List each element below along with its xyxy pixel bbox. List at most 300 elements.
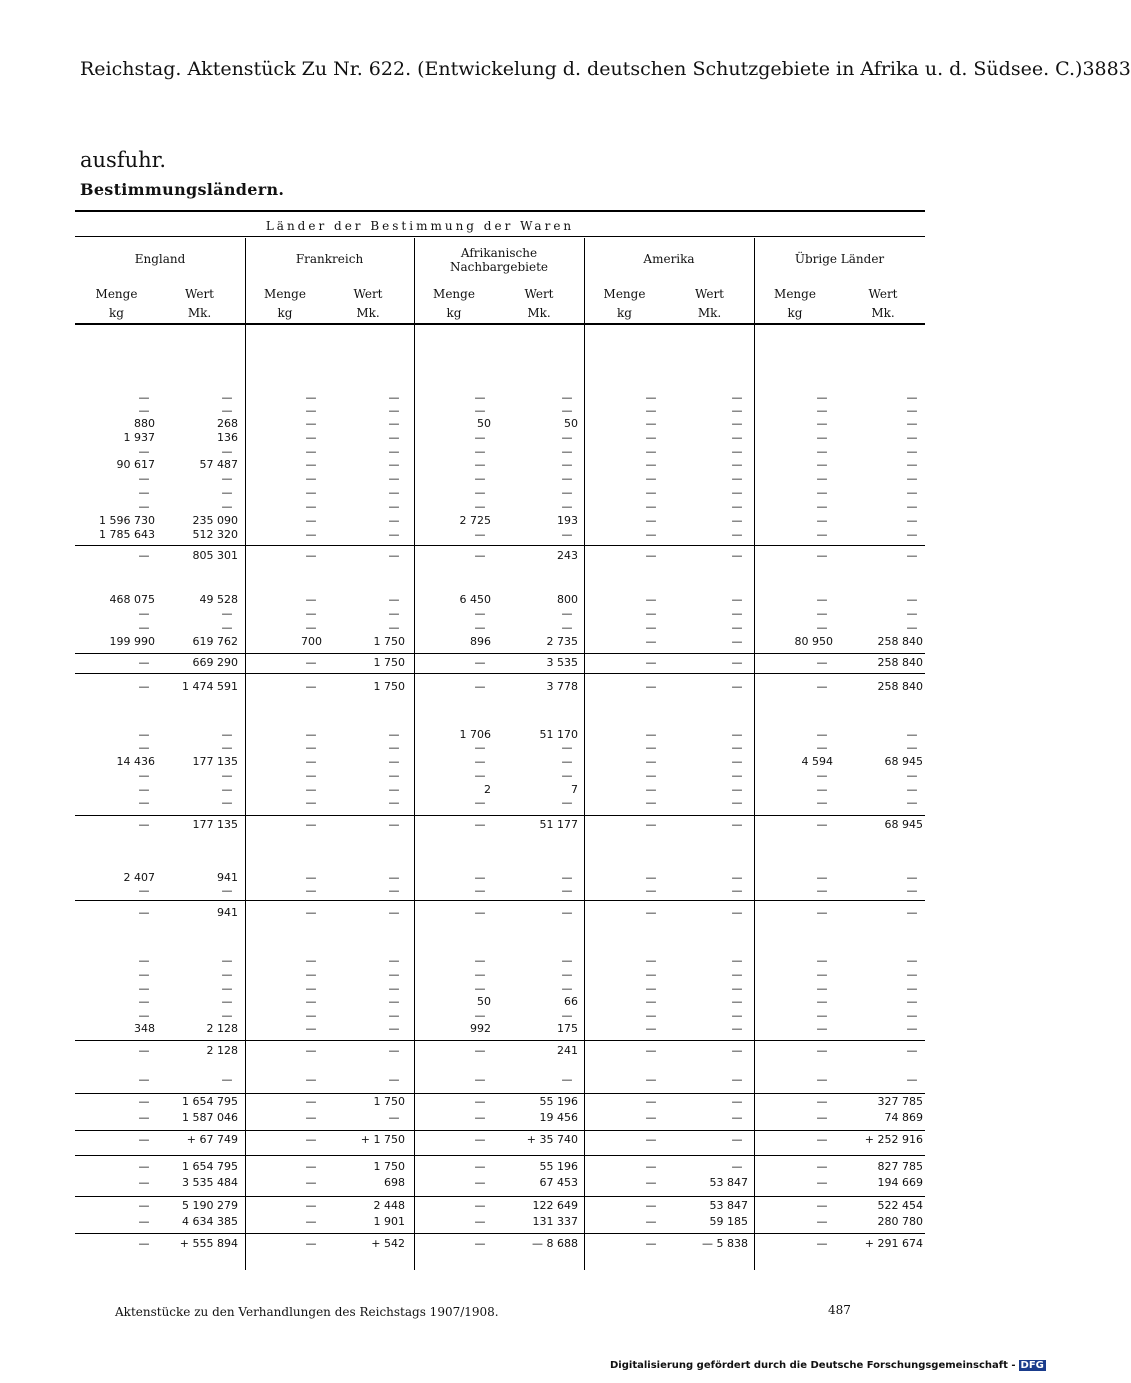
table-cell: — bbox=[816, 954, 828, 967]
table-cell: 55 196 bbox=[539, 1095, 578, 1108]
table-cell: — bbox=[816, 1073, 828, 1086]
table-cell: — bbox=[305, 486, 317, 499]
table-cell: — bbox=[731, 431, 743, 444]
table-cell: 3 535 bbox=[546, 656, 578, 669]
table-cell: — bbox=[221, 884, 233, 897]
footer-page-number: 487 bbox=[828, 1303, 851, 1317]
table-cell: — bbox=[906, 906, 918, 919]
section-rule bbox=[75, 1093, 925, 1094]
table-cell: — bbox=[731, 528, 743, 541]
table-cell: 941 bbox=[217, 906, 238, 919]
group-header: Frankreich bbox=[295, 252, 364, 266]
section-rule bbox=[75, 815, 925, 816]
table-cell: — bbox=[474, 1199, 486, 1212]
unit-label: Mk. bbox=[871, 306, 895, 320]
table-cell: — bbox=[138, 1044, 150, 1057]
table-cell: — bbox=[645, 796, 657, 809]
table-cell: 2 725 bbox=[459, 514, 491, 527]
table-cell: — bbox=[731, 728, 743, 741]
table-cell: — bbox=[816, 500, 828, 513]
table-cell: 53 847 bbox=[709, 1199, 748, 1212]
table-cell: — bbox=[906, 884, 918, 897]
table-cell: — bbox=[138, 769, 150, 782]
table-cell: — bbox=[305, 458, 317, 471]
table-cell: — bbox=[561, 458, 573, 471]
table-cell: — bbox=[561, 741, 573, 754]
table-cell: 14 436 bbox=[116, 755, 155, 768]
table-cell: 1 937 bbox=[123, 431, 155, 444]
table-cell: 280 780 bbox=[877, 1215, 923, 1228]
table-cell: — bbox=[138, 741, 150, 754]
table-cell: — bbox=[561, 528, 573, 541]
table-cell: — bbox=[388, 728, 400, 741]
table-cell: — bbox=[645, 417, 657, 430]
table-cell: — bbox=[305, 954, 317, 967]
table-cell: — bbox=[221, 1073, 233, 1086]
table-cell: — bbox=[388, 486, 400, 499]
table-cell: 1 901 bbox=[373, 1215, 405, 1228]
table-cell: — bbox=[474, 982, 486, 995]
table-cell: 57 487 bbox=[199, 458, 238, 471]
table-cell: — bbox=[816, 445, 828, 458]
table-cell: — bbox=[816, 1009, 828, 1022]
table-cell: — bbox=[388, 783, 400, 796]
table-cell: — bbox=[816, 796, 828, 809]
table-cell: — bbox=[906, 417, 918, 430]
table-cell: — bbox=[906, 593, 918, 606]
table-cell: — bbox=[474, 796, 486, 809]
table-cell: — bbox=[561, 954, 573, 967]
table-cell: — bbox=[816, 680, 828, 693]
table-cell: — bbox=[305, 593, 317, 606]
table-cell: — bbox=[221, 995, 233, 1008]
table-cell: — bbox=[305, 796, 317, 809]
table-cell: — bbox=[561, 1009, 573, 1022]
table-cell: 177 135 bbox=[192, 818, 238, 831]
table-cell: — bbox=[138, 621, 150, 634]
table-cell: 241 bbox=[557, 1044, 578, 1057]
table-cell: — bbox=[474, 1095, 486, 1108]
table-cell: — bbox=[645, 500, 657, 513]
table-cell: — bbox=[221, 500, 233, 513]
table-cell: — bbox=[305, 906, 317, 919]
table-cell: — bbox=[305, 404, 317, 417]
table-cell: 7 bbox=[571, 783, 578, 796]
unit-label: kg bbox=[277, 306, 293, 320]
table-cell: 258 840 bbox=[877, 680, 923, 693]
table-cell: — bbox=[138, 607, 150, 620]
table-cell: — bbox=[731, 769, 743, 782]
table-cell: 90 617 bbox=[116, 458, 155, 471]
table-cell: — bbox=[645, 1073, 657, 1086]
table-cell: — bbox=[221, 445, 233, 458]
table-cell: — bbox=[645, 486, 657, 499]
table-cell: 2 735 bbox=[546, 635, 578, 648]
table-cell: 131 337 bbox=[532, 1215, 578, 1228]
table-cell: 1 654 795 bbox=[182, 1160, 238, 1173]
table-cell: — bbox=[138, 1111, 150, 1124]
table-cell: — bbox=[906, 445, 918, 458]
header-title: Reichstag. Aktenstück Zu Nr. 622. (Entwickelung d. deutschen Schutzgebiete in Afrika u. d. Südsee. C.) bbox=[80, 58, 1083, 80]
table-cell: — bbox=[906, 1073, 918, 1086]
table-cell: 992 bbox=[470, 1022, 491, 1035]
table-cell: — bbox=[388, 884, 400, 897]
table-cell: 1 587 046 bbox=[182, 1111, 238, 1124]
group-header: Afrikanische Nachbargebiete bbox=[449, 246, 548, 274]
table-cell: — bbox=[731, 549, 743, 562]
table-cell: — bbox=[221, 982, 233, 995]
table-cell: 2 bbox=[484, 783, 491, 796]
group-header: England bbox=[134, 252, 186, 266]
table-cell: — bbox=[816, 514, 828, 527]
table-cell: — bbox=[816, 1176, 828, 1189]
table-cell: — bbox=[474, 656, 486, 669]
table-cell: — bbox=[474, 1009, 486, 1022]
table-cell: — bbox=[138, 486, 150, 499]
table-cell: — bbox=[816, 1160, 828, 1173]
table-cell: — bbox=[561, 486, 573, 499]
table-cell: — bbox=[305, 549, 317, 562]
table-cell: — bbox=[906, 528, 918, 541]
table-cell: — bbox=[305, 755, 317, 768]
table-cell: — bbox=[474, 431, 486, 444]
table-cell: — bbox=[731, 884, 743, 897]
table-cell: 2 448 bbox=[373, 1199, 405, 1212]
table-cell: — bbox=[816, 968, 828, 981]
table-cell: — bbox=[816, 995, 828, 1008]
table-cell: — bbox=[388, 621, 400, 634]
table-cell: — bbox=[474, 607, 486, 620]
table-cell: — bbox=[305, 968, 317, 981]
table-cell: — bbox=[906, 431, 918, 444]
table-cell: — bbox=[731, 982, 743, 995]
table-cell: — bbox=[816, 1215, 828, 1228]
table-cell: — bbox=[906, 968, 918, 981]
table-cell: — bbox=[474, 884, 486, 897]
table-cell: — bbox=[305, 995, 317, 1008]
table-cell: 199 990 bbox=[109, 635, 155, 648]
table-cell: — bbox=[474, 445, 486, 458]
table-cell: — bbox=[221, 968, 233, 981]
table-cell: — bbox=[645, 680, 657, 693]
table-cell: — bbox=[305, 1215, 317, 1228]
table-cell: — bbox=[561, 607, 573, 620]
table-cell: — bbox=[305, 656, 317, 669]
table-cell: — bbox=[645, 783, 657, 796]
table-cell: — bbox=[305, 1095, 317, 1108]
unit-label: Mk. bbox=[527, 306, 551, 320]
table-cell: — bbox=[305, 1073, 317, 1086]
table-cell: — bbox=[138, 1215, 150, 1228]
table-cell: — bbox=[388, 1111, 400, 1124]
dfg-note-text: Digitalisierung gefördert durch die Deutsche Forschungsgemeinschaft - bbox=[610, 1360, 1016, 1371]
table-cell: — bbox=[645, 755, 657, 768]
table-cell: — bbox=[474, 755, 486, 768]
table-cell: — bbox=[221, 391, 233, 404]
table-cell: — bbox=[906, 995, 918, 1008]
table-cell: 669 290 bbox=[192, 656, 238, 669]
table-cell: — bbox=[906, 982, 918, 995]
table-cell: — bbox=[731, 635, 743, 648]
table-cell: — bbox=[816, 1044, 828, 1057]
table-cell: — bbox=[816, 1133, 828, 1146]
table-cell: — bbox=[561, 968, 573, 981]
group-header: Amerika bbox=[643, 252, 695, 266]
table-cell: — bbox=[388, 514, 400, 527]
table-cell: — bbox=[474, 1111, 486, 1124]
table-cell: — bbox=[906, 796, 918, 809]
table-cell: — bbox=[645, 1176, 657, 1189]
table-cell: — bbox=[474, 680, 486, 693]
table-cell: — bbox=[645, 1237, 657, 1250]
table-cell: — bbox=[138, 1133, 150, 1146]
table-cell: — bbox=[388, 391, 400, 404]
group-divider bbox=[414, 238, 415, 1270]
table-cell: — bbox=[305, 445, 317, 458]
table-cell: — bbox=[816, 417, 828, 430]
table-cell: — bbox=[561, 871, 573, 884]
table-cell: — bbox=[906, 741, 918, 754]
table-cell: 258 840 bbox=[877, 635, 923, 648]
table-cell: 3 535 484 bbox=[182, 1176, 238, 1189]
table-cell: — bbox=[561, 906, 573, 919]
table-cell: — bbox=[388, 445, 400, 458]
table-cell: 827 785 bbox=[877, 1160, 923, 1173]
table-cell: 880 bbox=[134, 417, 155, 430]
table-cell: — bbox=[816, 871, 828, 884]
table-cell: — bbox=[645, 728, 657, 741]
table-cell: — bbox=[816, 728, 828, 741]
table-cell: — bbox=[388, 1044, 400, 1057]
table-cell: — bbox=[305, 1111, 317, 1124]
table-cell: 1 474 591 bbox=[182, 680, 238, 693]
table-cell: — bbox=[388, 458, 400, 471]
table-cell: — bbox=[388, 1073, 400, 1086]
table-cell: — bbox=[388, 593, 400, 606]
table-cell: — bbox=[474, 1073, 486, 1086]
table-cell: — bbox=[474, 528, 486, 541]
table-cell: — bbox=[305, 431, 317, 444]
table-cell: — bbox=[731, 472, 743, 485]
table-cell: — bbox=[305, 514, 317, 527]
table-cell: — bbox=[561, 621, 573, 634]
table-cell: — bbox=[221, 404, 233, 417]
table-cell: — bbox=[474, 1215, 486, 1228]
table-cell: — bbox=[305, 528, 317, 541]
table-cell: 698 bbox=[384, 1176, 405, 1189]
unit-label: kg bbox=[109, 306, 124, 320]
table-cell: 327 785 bbox=[877, 1095, 923, 1108]
table-cell: — bbox=[138, 906, 150, 919]
table-cell: — bbox=[731, 593, 743, 606]
table-cell: — bbox=[731, 445, 743, 458]
table-cell: — bbox=[561, 404, 573, 417]
table-cell: — bbox=[906, 404, 918, 417]
table-cell: — bbox=[906, 871, 918, 884]
unit-label: Mk. bbox=[187, 306, 212, 320]
table-cell: — bbox=[221, 783, 233, 796]
table-cell: — bbox=[645, 906, 657, 919]
table-cell: — bbox=[138, 500, 150, 513]
table-cell: — bbox=[816, 884, 828, 897]
table-cell: — bbox=[816, 593, 828, 606]
group-header: Übrige Länder bbox=[794, 252, 885, 266]
table-cell: — bbox=[388, 1009, 400, 1022]
section-rule bbox=[75, 1155, 925, 1156]
table-cell: — bbox=[388, 472, 400, 485]
section-rule bbox=[75, 1196, 925, 1197]
table-cell: — bbox=[221, 486, 233, 499]
sub-header: Menge bbox=[264, 287, 306, 301]
table-cell: — bbox=[816, 783, 828, 796]
table-cell: — bbox=[731, 995, 743, 1008]
table-cell: — bbox=[731, 755, 743, 768]
table-cell: 68 945 bbox=[884, 818, 923, 831]
table-cell: — bbox=[731, 621, 743, 634]
table-cell: — bbox=[645, 431, 657, 444]
table-cell: — bbox=[305, 607, 317, 620]
table-cell: — bbox=[305, 783, 317, 796]
table-cell: — bbox=[731, 1160, 743, 1173]
table-cell: — bbox=[731, 656, 743, 669]
section-rule bbox=[75, 900, 925, 901]
table-cell: — bbox=[138, 549, 150, 562]
table-cell: — bbox=[305, 1176, 317, 1189]
table-cell: — bbox=[474, 818, 486, 831]
table-cell: — bbox=[906, 514, 918, 527]
table-cell: — bbox=[906, 954, 918, 967]
table-cell: — bbox=[645, 607, 657, 620]
sub-header: Menge bbox=[774, 287, 816, 301]
table-cell: — bbox=[474, 954, 486, 967]
table-cell: — bbox=[645, 593, 657, 606]
table-cell: — bbox=[474, 486, 486, 499]
table-cell: — bbox=[474, 1044, 486, 1057]
table-cell: — bbox=[138, 982, 150, 995]
table-cell: — bbox=[816, 528, 828, 541]
table-cell: — bbox=[138, 954, 150, 967]
table-cell: — bbox=[138, 1095, 150, 1108]
table-cell: — bbox=[731, 1044, 743, 1057]
table-cell: + 35 740 bbox=[526, 1133, 578, 1146]
sub-header: Menge bbox=[433, 287, 475, 301]
table-cell: — bbox=[305, 1022, 317, 1035]
table-cell: 194 669 bbox=[877, 1176, 923, 1189]
table-cell: — bbox=[645, 1044, 657, 1057]
table-cell: — bbox=[731, 486, 743, 499]
dfg-note bbox=[610, 1360, 1046, 1371]
table-cell: 1 750 bbox=[373, 1095, 405, 1108]
table-cell: 941 bbox=[217, 871, 238, 884]
table-cell: + 252 916 bbox=[864, 1133, 923, 1146]
sub-header: Wert bbox=[694, 287, 724, 301]
table-cell: — bbox=[138, 404, 150, 417]
table-cell: 66 bbox=[564, 995, 578, 1008]
sub-header: Wert bbox=[524, 287, 554, 301]
table-cell: — bbox=[816, 1199, 828, 1212]
table-cell: — bbox=[816, 1095, 828, 1108]
table-cell: — bbox=[816, 431, 828, 444]
table-cell: — bbox=[138, 445, 150, 458]
table-cell: — bbox=[138, 783, 150, 796]
table-cell: — bbox=[645, 741, 657, 754]
table-cell: — bbox=[906, 500, 918, 513]
table-cell: — bbox=[388, 528, 400, 541]
table-cell: 1 750 bbox=[373, 1160, 405, 1173]
table-cell: — bbox=[645, 621, 657, 634]
table-cell: — bbox=[731, 783, 743, 796]
sub-header: Wert bbox=[184, 287, 214, 301]
table-cell: — bbox=[561, 982, 573, 995]
table-cell: 1 785 643 bbox=[99, 528, 155, 541]
table-cell: — bbox=[388, 995, 400, 1008]
table-cell: — bbox=[474, 1133, 486, 1146]
table-cell: — bbox=[906, 458, 918, 471]
table-cell: 800 bbox=[557, 593, 578, 606]
table-cell: — bbox=[474, 769, 486, 782]
table-cell: — bbox=[731, 417, 743, 430]
table-cell: — bbox=[305, 391, 317, 404]
table-cell: — bbox=[388, 871, 400, 884]
table-cell: — bbox=[305, 884, 317, 897]
table-cell: — bbox=[645, 458, 657, 471]
table-cell: 468 075 bbox=[109, 593, 155, 606]
table-cell: 80 950 bbox=[794, 635, 833, 648]
table-cell: — bbox=[906, 1022, 918, 1035]
table-cell: 51 170 bbox=[539, 728, 578, 741]
table-cell: — bbox=[138, 1160, 150, 1173]
table-cell: — bbox=[474, 621, 486, 634]
table-cell: — bbox=[731, 404, 743, 417]
table-cell: — bbox=[388, 982, 400, 995]
table-cell: — bbox=[816, 656, 828, 669]
table-cell: — bbox=[645, 1022, 657, 1035]
table-cell: 6 450 bbox=[459, 593, 491, 606]
section-rule bbox=[75, 653, 925, 654]
table-cell: — bbox=[906, 783, 918, 796]
table-cell: 53 847 bbox=[709, 1176, 748, 1189]
sub-header: Wert bbox=[353, 287, 383, 301]
table-cell: — bbox=[731, 458, 743, 471]
table-cell: — bbox=[906, 486, 918, 499]
table-cell: — bbox=[645, 995, 657, 1008]
table-cell: — bbox=[388, 755, 400, 768]
section-rule bbox=[75, 673, 925, 674]
table-cell: — bbox=[816, 404, 828, 417]
table-cell: 59 185 bbox=[709, 1215, 748, 1228]
footer-text: Aktenstücke zu den Verhandlungen des Reichstags 1907/1908. bbox=[115, 1305, 499, 1319]
table-cell: — bbox=[731, 796, 743, 809]
table-cell: — bbox=[731, 1095, 743, 1108]
table-cell: 50 bbox=[564, 417, 578, 430]
table-cell: 68 945 bbox=[884, 755, 923, 768]
table-cell: — bbox=[388, 968, 400, 981]
table-cell: — bbox=[305, 728, 317, 741]
table-cell: — bbox=[731, 871, 743, 884]
table-cell: — bbox=[138, 1176, 150, 1189]
table-cell: — bbox=[645, 1133, 657, 1146]
table-cell: — bbox=[645, 635, 657, 648]
table-cell: — bbox=[816, 472, 828, 485]
table-cell: 3 778 bbox=[546, 680, 578, 693]
table-cell: 4 634 385 bbox=[182, 1215, 238, 1228]
table-cell: — bbox=[388, 500, 400, 513]
table-cell: — bbox=[138, 656, 150, 669]
table-cell: — bbox=[138, 1199, 150, 1212]
table-cell: — bbox=[561, 472, 573, 485]
table-cell: — bbox=[906, 607, 918, 620]
table-cell: — bbox=[731, 514, 743, 527]
